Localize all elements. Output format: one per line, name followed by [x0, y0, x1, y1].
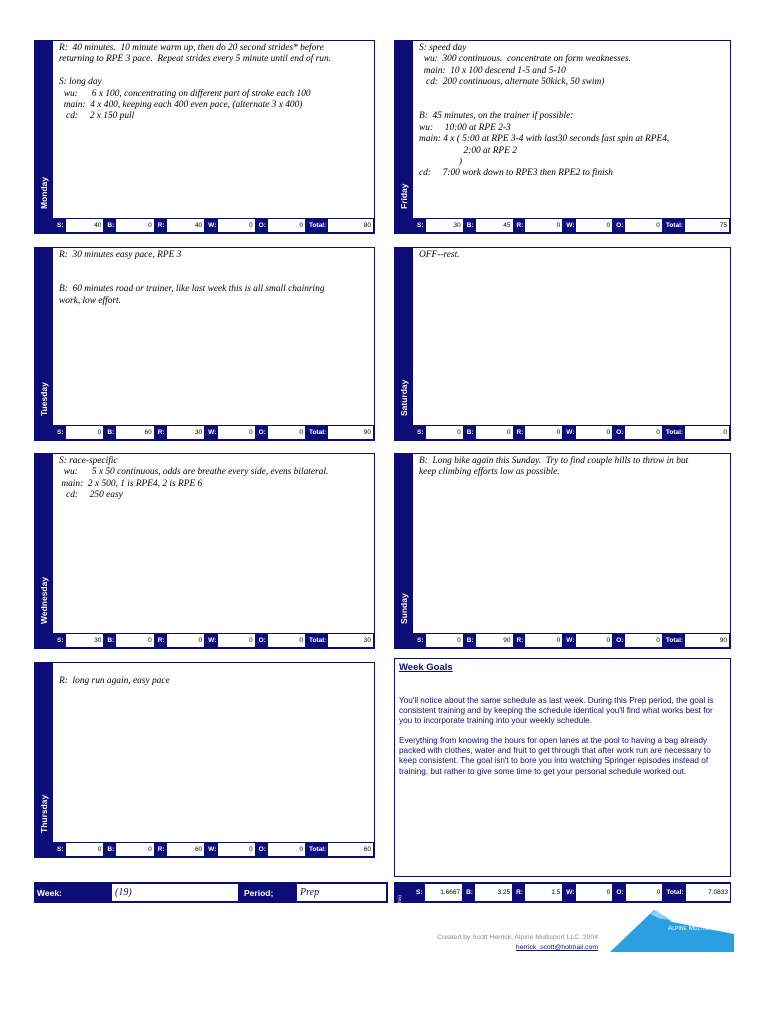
stat-w-value: 0 — [218, 219, 254, 232]
stat-label-s: S: — [57, 221, 64, 229]
day-sidebar — [35, 454, 53, 648]
stat-w-value: 0 — [218, 634, 254, 647]
stat-b-value: 45 — [476, 219, 513, 232]
stat-total-value: 80 — [328, 219, 373, 232]
stat-total-value: 0 — [685, 426, 729, 439]
week-label: Week: — [37, 887, 62, 898]
stat-b-value: 0 — [476, 426, 513, 439]
day-card-wednesday — [34, 453, 375, 649]
stat-s-value: 0 — [426, 634, 463, 647]
stat-label-b: B: — [466, 888, 473, 896]
stat-label-s: S: — [416, 888, 423, 896]
stat-label-s: S: — [417, 428, 424, 436]
stat-b-value: 0 — [116, 634, 154, 647]
workout-text: S: race-specific wu: 5 x 50 continuous, odds are breathe every side, evens bilateral. main: 2 x 500, 1 is RPE4, 2 is RPE 6 cd: 250 easy — [59, 456, 329, 501]
stat-label-b: B: — [107, 636, 115, 644]
stat-label-w: W: — [208, 428, 217, 436]
stat-b-value: 0 — [116, 843, 154, 856]
day-label: Tuesday — [39, 382, 49, 416]
hours-o-value: 0 — [626, 884, 663, 901]
stat-r-value: 0 — [167, 634, 205, 647]
stat-r-value: 40 — [167, 219, 205, 232]
day-label: Sunday — [399, 593, 409, 624]
stat-o-value: 0 — [268, 426, 305, 439]
stat-w-value: 0 — [576, 634, 612, 647]
day-label: Saturday — [399, 379, 409, 416]
logo-text: Alpine Multisport — [668, 925, 722, 932]
stats-row — [53, 633, 374, 648]
stat-w-value: 0 — [218, 426, 254, 439]
hours-w-value: 0 — [576, 884, 612, 901]
stat-label-total: Total: — [308, 845, 327, 853]
week-goals-title: Week Goals — [399, 662, 453, 673]
week-goals-panel — [394, 658, 731, 877]
workout-text: S: speed day wu: 300 continuous. concentrate on form weaknesses. main: 10 x 100 descend 1-5 and 5-10 cd: 200 continuous, alternate 50kick, 50 swim) B: 45 minutes, on the trainer if possible: wu: 10:00 at RPE 2-3 main: 4 x ( 5:00 at RPE 3-4 with last30 seconds fast spin at RPE4, 2:00 at RPE 2 ) cd: 7:00 work down to RPE3 then RPE2 to finish — [419, 43, 670, 179]
period-label: Period; — [244, 887, 274, 898]
day-sidebar — [395, 454, 413, 648]
stat-w-value: 0 — [576, 219, 612, 232]
stat-label-o: O: — [258, 636, 266, 644]
weekly-hours-bar — [394, 882, 731, 903]
stat-label-s: S: — [417, 221, 424, 229]
hours-total-value: 7.0833 — [686, 884, 730, 901]
day-card-saturday — [394, 247, 731, 441]
stat-label-o: O: — [616, 221, 624, 229]
day-sidebar — [35, 248, 53, 440]
stat-label-o: O: — [258, 221, 266, 229]
stat-label-w: W: — [566, 221, 575, 229]
week-value: (19) — [112, 884, 238, 901]
stat-label-r: R: — [157, 428, 165, 436]
stats-row — [413, 425, 730, 440]
stat-label-total: Total: — [665, 428, 684, 436]
hours-r-value: 1.5 — [525, 884, 562, 901]
workout-text: R: 40 minutes. 10 minute warm up, then do 20 second strides* before returning to RPE 3 pace. Repeat strides every 5 minute until end of run. S: long day wu: 6 x 100, concentrating on different part of stroke each 100 main: 4 x 400, keeping each 400 even pace, (alternate 3 x 400) cd: 2 x 150 pull — [59, 43, 331, 122]
stat-b-value: 0 — [116, 219, 154, 232]
stat-total-value: 60 — [328, 843, 373, 856]
period-value: Prep — [297, 884, 386, 901]
credit-text — [396, 933, 598, 953]
week-goals-paragraph-2: Everything from knowing the hours for open lanes at the pool to having a bag already packed with clothes, water and fruit to get through that after work run are necessary to keep consistent. The goal isn't to bore you into watching Springer episodes instead of training, but rather to give some time to get your personal schedule worked out. — [399, 736, 711, 776]
hours-stats-row — [412, 883, 731, 902]
workout-text: R: long run again, easy pace — [59, 676, 170, 687]
stat-s-value: 40 — [66, 219, 104, 232]
stat-label-w: W: — [208, 221, 217, 229]
stat-b-value: 60 — [116, 426, 154, 439]
stat-label-w: W: — [208, 636, 217, 644]
day-card-thursday — [34, 662, 375, 858]
stat-label-w: W: — [566, 888, 575, 896]
stat-label-o: O: — [616, 428, 624, 436]
stat-label-r: R: — [157, 221, 165, 229]
stat-total-value: 90 — [328, 426, 373, 439]
stat-label-w: W: — [566, 428, 575, 436]
stat-label-s: S: — [57, 428, 64, 436]
stat-s-value: 0 — [66, 843, 104, 856]
hours-unit-label: (hrs) — [397, 895, 402, 905]
stat-label-total: Total: — [665, 636, 684, 644]
week-goals-text — [399, 696, 727, 787]
day-card-monday — [34, 40, 375, 234]
day-sidebar — [35, 41, 53, 233]
stat-label-total: Total: — [308, 428, 327, 436]
day-label: Friday — [399, 183, 409, 209]
stat-label-b: B: — [466, 428, 474, 436]
stat-r-value: 0 — [525, 634, 562, 647]
stat-label-b: B: — [107, 428, 115, 436]
stat-label-total: Total: — [665, 221, 684, 229]
day-sidebar — [395, 41, 413, 233]
stats-row — [53, 425, 374, 440]
stat-label-b: B: — [466, 636, 474, 644]
stat-label-o: O: — [258, 845, 266, 853]
stat-s-value: 0 — [66, 426, 104, 439]
day-label: Thursday — [39, 794, 49, 833]
stat-label-o: O: — [616, 636, 624, 644]
stat-r-value: 60 — [167, 843, 205, 856]
stat-w-value: 0 — [218, 843, 254, 856]
stat-label-r: R: — [516, 888, 524, 896]
alpine-multisport-logo — [610, 908, 734, 956]
day-sidebar — [35, 663, 53, 857]
stat-label-b: B: — [107, 221, 115, 229]
hours-b-value: 3.25 — [475, 884, 512, 901]
day-label: Monday — [39, 176, 49, 209]
stat-label-o: O: — [616, 888, 624, 896]
workout-text: R: 30 minutes easy pace, RPE 3 B: 60 minutes road or trainer, like last week this is all small chainring work, low effort. — [59, 250, 325, 306]
stat-label-total: Total: — [308, 221, 327, 229]
stat-s-value: 0 — [426, 426, 463, 439]
workout-text: OFF--rest. — [419, 250, 460, 260]
stat-label-s: S: — [57, 636, 64, 644]
hours-s-value: 1.6667 — [425, 884, 463, 901]
stat-o-value: 0 — [268, 219, 305, 232]
stat-label-b: B: — [466, 221, 474, 229]
stat-label-w: W: — [208, 845, 217, 853]
stat-b-value: 90 — [476, 634, 513, 647]
stats-row — [53, 842, 374, 857]
stat-label-w: W: — [566, 636, 575, 644]
week-goals-paragraph-1: You'll notice about the same schedule as last week. During this Prep period, the goal is consistent training and by keeping the schedule identical you'll find what works best for you to incorporate training into your weekly schedule. — [399, 696, 714, 726]
day-card-sunday — [394, 453, 731, 649]
stat-r-value: 0 — [525, 219, 562, 232]
credit-line: Created by Scott Herrick, Alpine Multisport LLC. 2004 — [437, 934, 598, 941]
stat-label-r: R: — [516, 221, 524, 229]
stat-total-value: 90 — [685, 634, 729, 647]
stat-s-value: 30 — [66, 634, 104, 647]
stat-label-o: O: — [258, 428, 266, 436]
day-sidebar — [395, 248, 413, 440]
stat-total-value: 30 — [328, 634, 373, 647]
stat-w-value: 0 — [576, 426, 612, 439]
stat-label-s: S: — [57, 845, 64, 853]
stat-label-r: R: — [157, 845, 165, 853]
day-card-tuesday — [34, 247, 375, 441]
stat-label-total: Total: — [666, 888, 684, 896]
stat-total-value: 75 — [685, 219, 729, 232]
stat-o-value: 0 — [268, 634, 305, 647]
stat-o-value: 0 — [625, 219, 662, 232]
stat-label-r: R: — [516, 636, 524, 644]
day-label: Wednesday — [39, 576, 49, 624]
stat-label-r: R: — [157, 636, 165, 644]
stats-row — [53, 218, 374, 233]
stat-r-value: 30 — [167, 426, 205, 439]
stat-label-total: Total: — [308, 636, 327, 644]
stats-row — [413, 633, 730, 648]
stat-label-r: R: — [516, 428, 524, 436]
day-card-friday — [394, 40, 731, 234]
stat-o-value: 0 — [625, 634, 662, 647]
stats-row — [413, 218, 730, 233]
email-link[interactable]: herrick_scott@hotmail.com — [515, 944, 598, 951]
hours-sidebar — [394, 882, 412, 903]
stat-label-s: S: — [417, 636, 424, 644]
stat-o-value: 0 — [268, 843, 305, 856]
stat-o-value: 0 — [625, 426, 662, 439]
week-info-bar — [34, 882, 388, 903]
workout-text: B: Long bike again this Sunday. Try to find couple hills to throw in but keep climbing efforts low as possible. — [419, 456, 689, 478]
stat-r-value: 0 — [525, 426, 562, 439]
stat-label-b: B: — [107, 845, 115, 853]
stat-s-value: 30 — [426, 219, 463, 232]
